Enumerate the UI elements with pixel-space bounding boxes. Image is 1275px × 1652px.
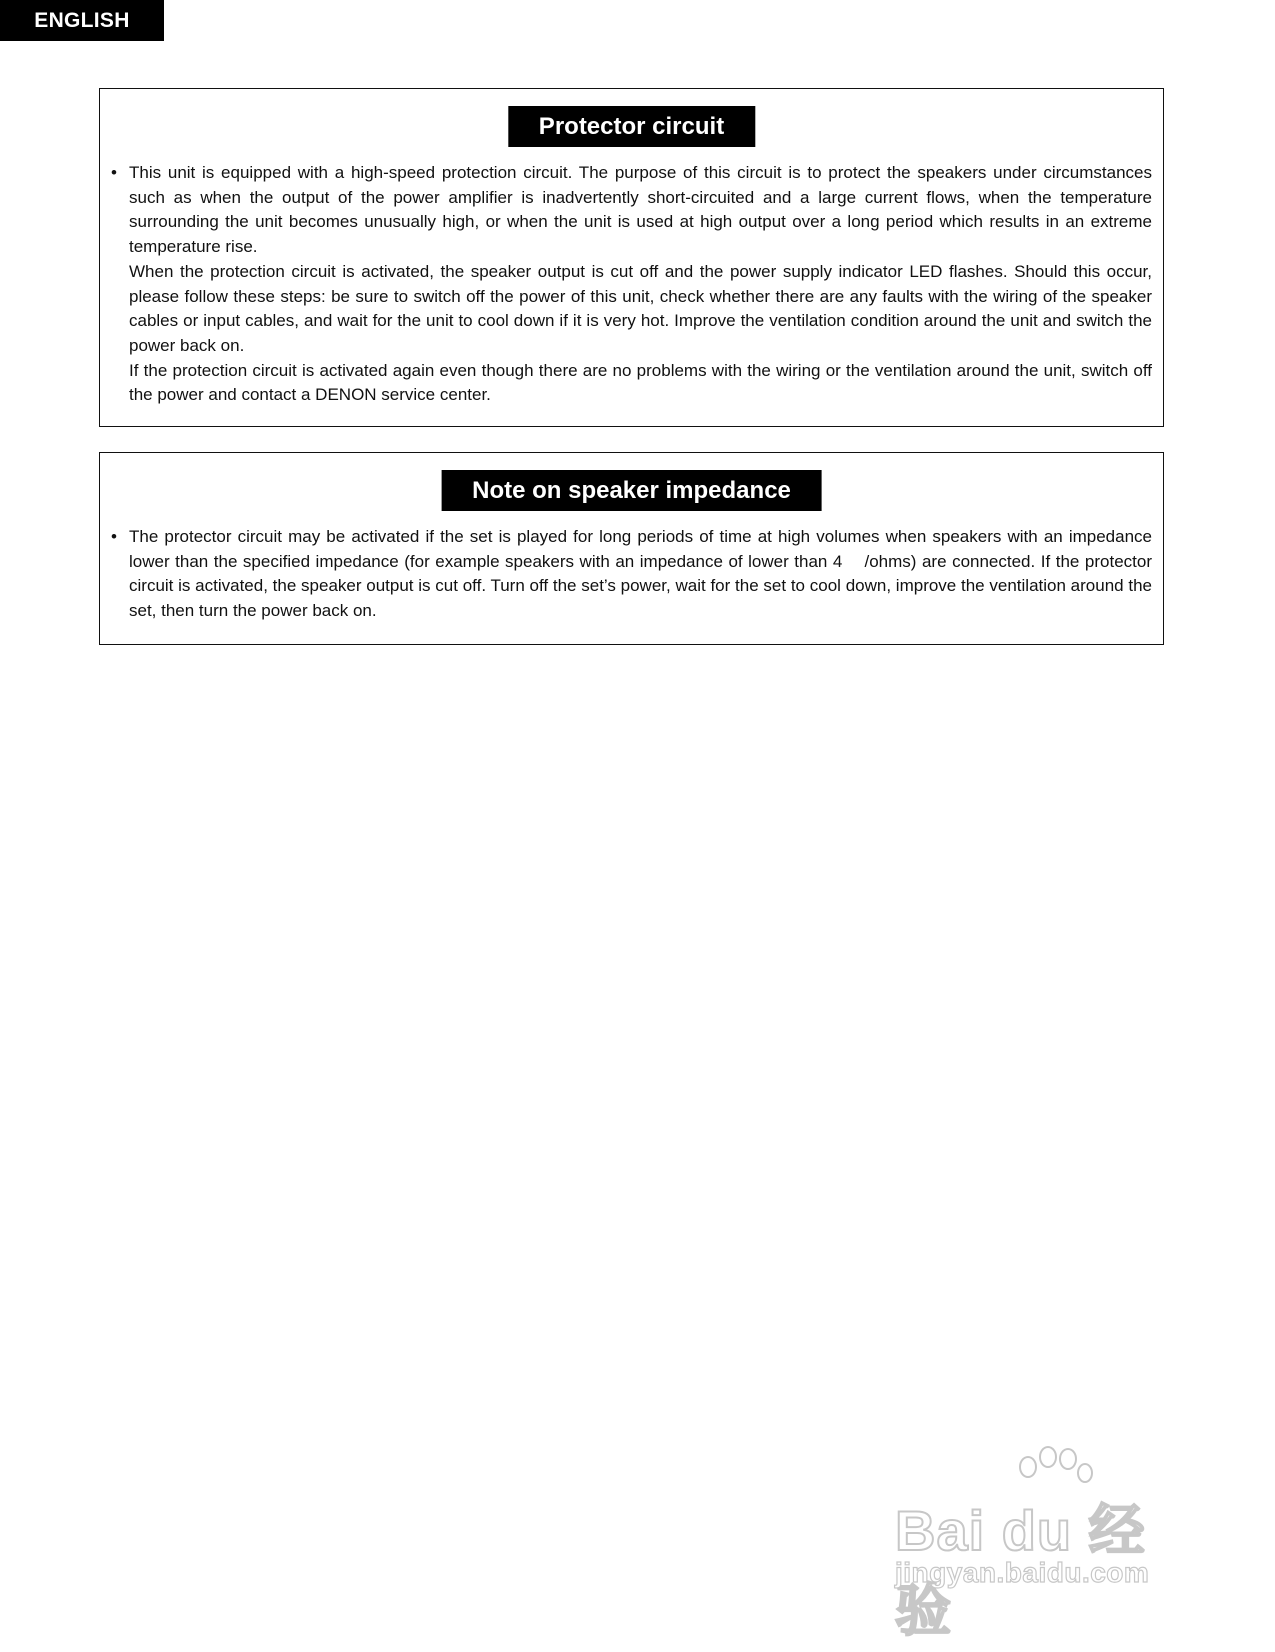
paragraph: If the protection circuit is activated again even though there are no problems with the wiring or the ventilation around the unit, switch off the power and contact a DENON service center.	[129, 360, 1152, 405]
watermark-brand: Bai du 经验	[895, 1499, 1146, 1642]
protector-circuit-section	[99, 88, 1164, 427]
section-title: Note on speaker impedance	[441, 470, 822, 511]
bullet-icon: •	[111, 527, 117, 546]
baidu-watermark	[895, 1445, 1195, 1642]
speaker-impedance-section	[99, 452, 1164, 645]
paragraph: The protector circuit may be activated if the set is played for long periods of time at high volumes when speakers with an impedance lower than the specified impedance (for example speakers with an impedance of lower than 4 /ohms) are connected. If the protector circuit is activated, the speaker output is cut off. Turn off the set’s power, wait for the set to cool down, improve the ventilation around the set, then turn the power back on.	[129, 527, 1157, 621]
section-title: Protector circuit	[508, 106, 755, 147]
section-body	[111, 161, 1152, 408]
section-body	[111, 525, 1157, 624]
paragraph: When the protection circuit is activated, the speaker output is cut off and the power supply indicator LED flashes. Should this occur, please follow these steps: be sure to switch off the power of this unit, check whether there are any faults with the wiring of the speaker cables or input cables, and wait for the unit to cool down if it is very hot. Improve the ventilation condition around the unit and switch the power back on.	[129, 261, 1152, 355]
bullet-icon: •	[111, 163, 117, 182]
language-tab: ENGLISH	[0, 0, 164, 41]
watermark-url: jingyan.baidu.com	[895, 1557, 1150, 1588]
paragraph: This unit is equipped with a high-speed protection circuit. The purpose of this circuit is to protect the speakers under circumstances such as when the output of the power amplifier is inadvertently short-circuited and a large current flows, when the temperature surrounding the unit becomes unusually high, or when the unit is used at high output over a long period which results in an extreme temperature rise.	[129, 163, 1152, 257]
